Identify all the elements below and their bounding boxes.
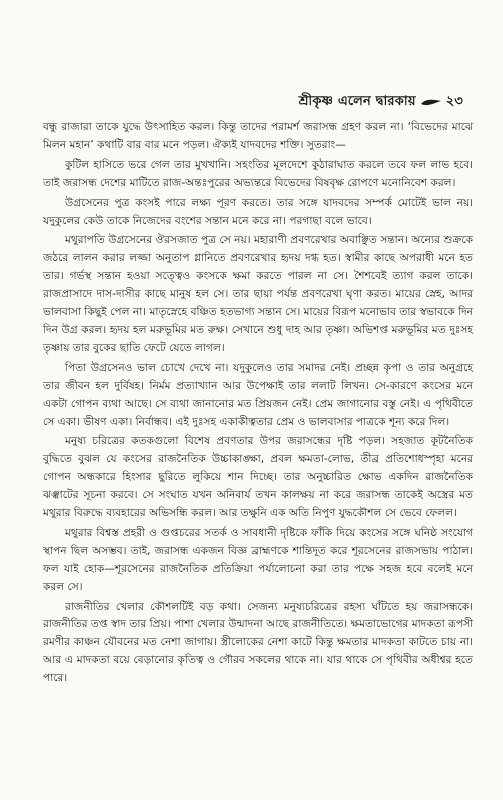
paragraph-4: মথুরাপতি উগ্রসেনের ঔরসজাত পুত্র সে নয়। মহারাণী প্রবণরেখার অবাঞ্ছিত সন্তান। অন্যের শুক্রকে জঠরে লালন করার লজ্জা অনুতাপ গ্লানিতে প্রবণরেখার হৃদয় দগ্ধ হত। স্বামীর কাছে অপরাধী মনে হত তার। গর্ভস্থ সন্তান হওয়া সত্ত্বেও কংসকে ক্ষমা করতে পারল না সে। শৈশবেই ত্যাগ করল তাকে। রাজপ্রাসাদে দাস-দাসীর কাছে মানুষ হল সে। তার ছায়া পর্যন্ত প্রবণরেখা ঘৃণা করত। মায়ের স্নেহ, আদর ভালবাসা কিছুই পেল না। মাতৃস্নেহে বঞ্চিত হতভাগ্য সন্তান সে। মায়ের বিরূপ মনোভাব তার স্বভাবকে দিন দিন উগ্র করল। হৃদয় হল মরুভূমির মত রুক্ষ। সেখানে শুধু দাহ আর তৃষ্ণা। অভিশপ্ত মরুভূমির মত দুঃসহ তৃষ্ণায় তার বুকের ছাতি ফেটে যেতে লাগল। [43,234,473,354]
paragraph-5: পিতা উগ্রসেনও ভাল চোখে দেখে না। যদুকুলেও তার সমাদর নেই। প্রচ্ছন্ন কৃপা ও তার অনুগ্রহে তার জীবন হল দুর্বিষহ। নির্মম প্রত্যাখ্যান আর উপেক্ষাই তার ললাট লিখন। সে-কারণে কংসের মনে একটা গোপন ব্যথা আছে। সে ব্যথা জানানোর মত প্রিয়জন নেই। প্রেম জাগানোর বস্তু নেই। এ পৃথিবীতে সে একা। ভীষণ একা। নির্বান্ধব। এই দুঃসহ একাকীত্বতার প্রেম ও ভালবাসার পাত্রকে শূন্য করে দিল। [43,361,473,428]
paragraph-3: উগ্রসেনের পুত্র কংসই পারে লক্ষ্য পূরণ করতে। তার সঙ্গে যাদবদের সম্পর্ক মোটেই ভাল নয়। যদুকুলের কেউ তাকে নিজেদের বংশের সন্তান মনে করে না। পরগাছা বলে ভাবে। [43,196,473,227]
paragraph-2: কুটিল হাসিতে ভরে গেল তার মুখখানি। সহংতির মূলদেশে কুঠারাঘাত করলে তবে ফল লাভ হবে। তাই জরাসন্ধ দেশের মাটিতে রাজ-অন্তঃপুরের অভ্যন্তরে বিভেদের বিষবৃক্ষ রোপণে মনোনিবেশ করল। [43,158,473,189]
body-text [43,119,473,690]
paragraph-7: মথুরার বিশ্বস্ত প্রহরী ও গুপ্তচরের সতর্ক ও সাবধানী দৃষ্টিকে ফাঁকি দিয়ে কংসের সঙ্গে ঘনিষ্ঠ সংযোগ স্থাপন ছিল অসম্ভব। তাই, জরাসন্ধ একজন বিজ্ঞ ব্রাহ্মণকে শান্তিদূত করে শূরসেনের রাজসভায় পাঠাল। ফল যাই হোক—শূরসেনের রাজনৈতিক প্রতিক্রিয়া পর্যালোচনা করা তার পক্ষে সহজ হবে বলেই মনে করল সে। [43,526,473,593]
header-title: শ্রীকৃষ্ণ এলেন দ্বারকায় [298,94,416,109]
paragraph-8: রাজনীতির খেলার কৌশলটিই বড় কথা। সেজন্য মনুষ্যচরিত্রের রহস্য ঘাঁটতে হয় জরাসন্ধকে। রাজনীতির তপ্ত স্বাদ তার প্রিয়। পাশা খেলার উন্মাদনা আছে রাজনীতিতে। ক্ষমতাভোগের মাদকতা রূপসী রমণীর কাঞ্চন যৌবনের মত নেশা জাগায়। স্ত্রীলোকের নেশা কাটে কিন্তু ক্ষমতার মাদকতা কাটতে চায় না। আর এ মাদকতা বয়ে বেড়ানোর কৃতিত্ব ও গৌরব সকলের থাকে না। যার থাকে সে পৃথিবীর অধীশ্বর হতে পারে। [43,600,473,685]
page-number: ২৩ [445,94,463,109]
ink-flourish-icon [420,98,442,108]
paragraph-1: বন্ধু রাজারা তাকে যুদ্ধে উৎসাহিত করল। কিন্তু তাদের পরামর্শ জরাসন্ধ গ্রহণ করল না। ‘বিভেদের মাঝে মিলন মহান’ কথাটি বার বার মনে পড়ল। ঐক্যই যাদবদের শক্তি। সুতরাং— [43,121,473,151]
running-header [299,92,463,113]
paragraph-6: মনুষ্য চরিত্রের কতকগুলো বিশেষ প্রবণতার উপর জরাসন্ধের দৃষ্টি পড়ল। সহজাত কূটনৈতিক বুদ্ধিতে বুঝল যে কংসের রাজনৈতিক উচ্চাকাঙ্ক্ষা, প্রবল ক্ষমতা-লোভ, তীব্র প্রতিশোধস্পৃহা মনের গোপন অন্ধকারে হিংসার ছুরিতে লুকিয়ে শান দিচ্ছে। তার অনুচ্চারিত ক্ষোভ একদিন রাজনৈতিক ঝঞ্ঝাটের সূচনা করবে। সে সংঘাত যখন অনিবার্য তখন কালক্ষয় না করে জরাসন্ধ তাকেই অস্ত্রের মত মথুরার বিরুদ্ধে ব্যবহারের অভিসন্ধি করল। আর তক্ষুনি এক অতি নিপুণ যুদ্ধকৌশল সে ভেবে ফেলল। [43,435,473,520]
